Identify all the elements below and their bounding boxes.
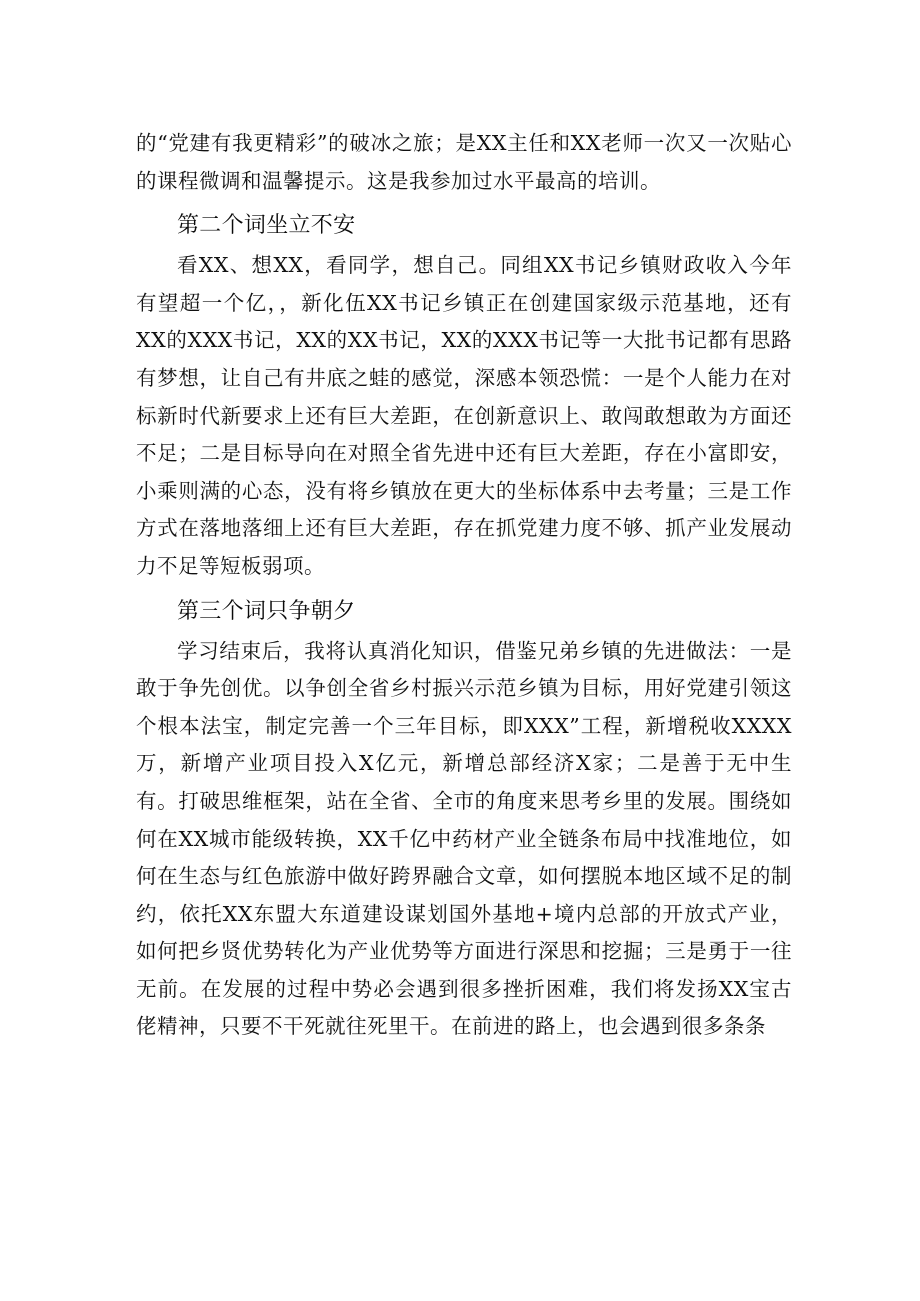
paragraph-section-2: 看XX、想XX，看同学，想自己。同组XX书记乡镇财政收入今年有望超一个亿，，新化伍XX书记乡镇正在创建国家级示范基地，还有XX的XXX书记，XX的XX书记，XX的XXX书记等一大批书记都有思路有梦想，让自己有井底之蛙的感觉，深感本领恐慌：一是个人能力在对标新时代新要求上还有巨大差距，在创新意识上、敢闯敢想敢为方面还不足；二是目标导向在对照全省先进中还有巨大差距，存在小富即安，小乘则满的心态，没有将乡镇放在更大的坐标体系中去考量；三是工作方式在落地落细上还有巨大差距，存在抓党建力度不够、抓产业发展动力不足等短板弱项。: [136, 253, 792, 578]
paragraph-section-3: 学习结束后，我将认真消化知识，借鉴兄弟乡镇的先进做法：一是敢于争先创优。以争创全省乡村振兴示范乡镇为目标，用好党建引领这个根本法宝，制定完善一个三年目标，即XXX”工程，新增税收XXXX万，新增产业项目投入X亿元，新增总部经济X家；二是善于无中生有。打破思维框架，站在全省、全市的角度来思考乡里的发展。围绕如何在XX城市能级转换，XX千亿中药材产业全链条布局中找准地位，如何在生态与红色旅游中做好跨界融合文章，如何摆脱本地区域不足的制约，依托XX东盟大东道建设谋划国外基地+境内总部的开放式产业，如何把乡贤优势转化为产业优势等方面进行深思和挖掘；三是勇于一往无前。在发展的过程中势必会遇到很多挫折困难，我们将发扬XX宝古佬精神，只要不干死就往死里干。在前进的路上，也会遇到很多条条: [136, 638, 792, 1039]
paragraph-continued: 的“党建有我更精彩”的破冰之旅；是XX主任和XX老师一次又一次贴心的课程微调和温馨提示。这是我参加过水平最高的培训。: [136, 131, 792, 193]
document-body: [136, 125, 792, 1046]
section-heading-2: 第二个词坐立不安: [177, 213, 356, 239]
section-heading-3: 第三个词只争朝夕: [177, 598, 356, 624]
